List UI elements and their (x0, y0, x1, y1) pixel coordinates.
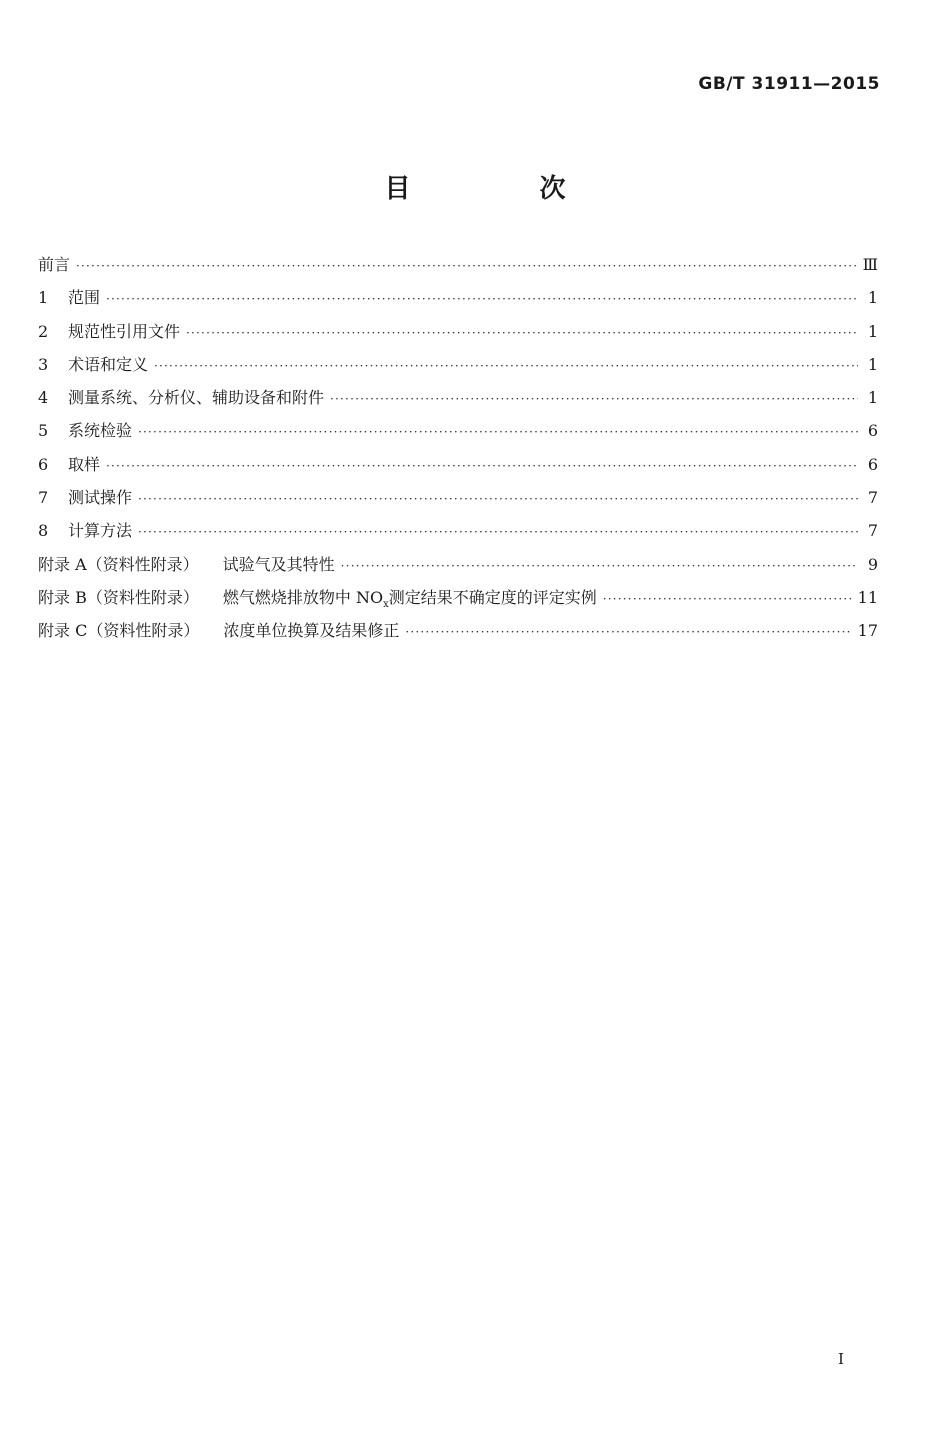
page-title: 目 次 (384, 174, 626, 204)
toc-entry-section-6[interactable] (38, 452, 878, 485)
toc-page-number: 6 (867, 421, 878, 441)
toc-page-number: 7 (867, 488, 878, 508)
toc-entry-title: 范围 (68, 288, 101, 308)
toc-entry-section-8[interactable] (38, 518, 878, 551)
toc-leader-dots (106, 292, 858, 306)
standard-number: GB/T 31911—2015 (698, 74, 880, 94)
toc-entry-foreword[interactable] (38, 252, 878, 285)
toc-section-number: 8 (38, 521, 49, 541)
toc-leader-dots (138, 425, 858, 439)
toc-page-number: 1 (867, 321, 878, 341)
toc-section-number: 4 (38, 388, 49, 408)
toc-entry-section-5[interactable] (38, 418, 878, 451)
toc-leader-dots (138, 492, 858, 506)
table-of-contents (38, 252, 878, 652)
toc-leader-dots (186, 326, 858, 340)
toc-section-number: 2 (38, 321, 49, 341)
page-number: Ⅰ (838, 1350, 844, 1368)
toc-leader-dots (341, 559, 858, 573)
toc-entry-title (223, 585, 597, 610)
toc-leader-dots (106, 459, 858, 473)
toc-entry-title: 前言 (38, 255, 71, 274)
toc-leader-dots (76, 259, 857, 273)
toc-entry-annex-c[interactable] (38, 618, 878, 651)
toc-leader-dots (330, 392, 858, 406)
toc-entry-title: 取样 (68, 454, 101, 474)
toc-leader-dots (603, 592, 852, 606)
toc-page-number: Ⅲ (862, 255, 878, 274)
toc-title-part: 测定结果不确定度的评定实例 (388, 587, 597, 607)
toc-entry-title: 计算方法 (68, 521, 133, 541)
toc-section-number: 6 (38, 454, 49, 474)
toc-entry-section-7[interactable] (38, 485, 878, 518)
toc-entry-title: 术语和定义 (68, 354, 149, 374)
toc-page-number: 11 (857, 587, 878, 607)
toc-entry-title: 规范性引用文件 (68, 321, 181, 341)
toc-section-number: 1 (38, 288, 49, 308)
toc-page-number: 6 (867, 454, 878, 474)
toc-annex-label: 附录 A（资料性附录） (38, 554, 199, 574)
toc-entry-section-1[interactable] (38, 285, 878, 318)
toc-entry-annex-b[interactable] (38, 585, 878, 618)
toc-section-number: 5 (38, 421, 49, 441)
toc-page-number: 9 (867, 554, 878, 574)
toc-annex-label: 附录 B（资料性附录） (38, 587, 199, 607)
toc-leader-dots (405, 625, 851, 639)
toc-entry-title: 试验气及其特性 (222, 554, 335, 574)
toc-annex-label: 附录 C（资料性附录） (38, 621, 200, 641)
toc-leader-dots (138, 525, 858, 539)
toc-entry-title: 系统检验 (68, 421, 133, 441)
toc-page-number: 17 (857, 621, 878, 641)
toc-page-number: 1 (867, 354, 878, 374)
toc-page-number: 1 (867, 288, 878, 308)
toc-page-number: 7 (867, 521, 878, 541)
toc-page-number: 1 (867, 388, 878, 408)
toc-entry-title: 浓度单位换算及结果修正 (223, 621, 400, 641)
toc-entry-title: 测量系统、分析仪、辅助设备和附件 (68, 388, 325, 408)
toc-section-number: 7 (38, 488, 49, 508)
toc-entry-section-2[interactable] (38, 319, 878, 352)
toc-entry-section-3[interactable] (38, 352, 878, 385)
toc-entry-annex-a[interactable] (38, 552, 878, 585)
toc-entry-title: 测试操作 (68, 488, 133, 508)
toc-leader-dots (154, 359, 858, 373)
toc-title-subscript: x (383, 599, 389, 611)
toc-title-part: 燃气燃烧排放物中 NO (222, 587, 384, 607)
toc-entry-section-4[interactable] (38, 385, 878, 418)
toc-section-number: 3 (38, 354, 49, 374)
